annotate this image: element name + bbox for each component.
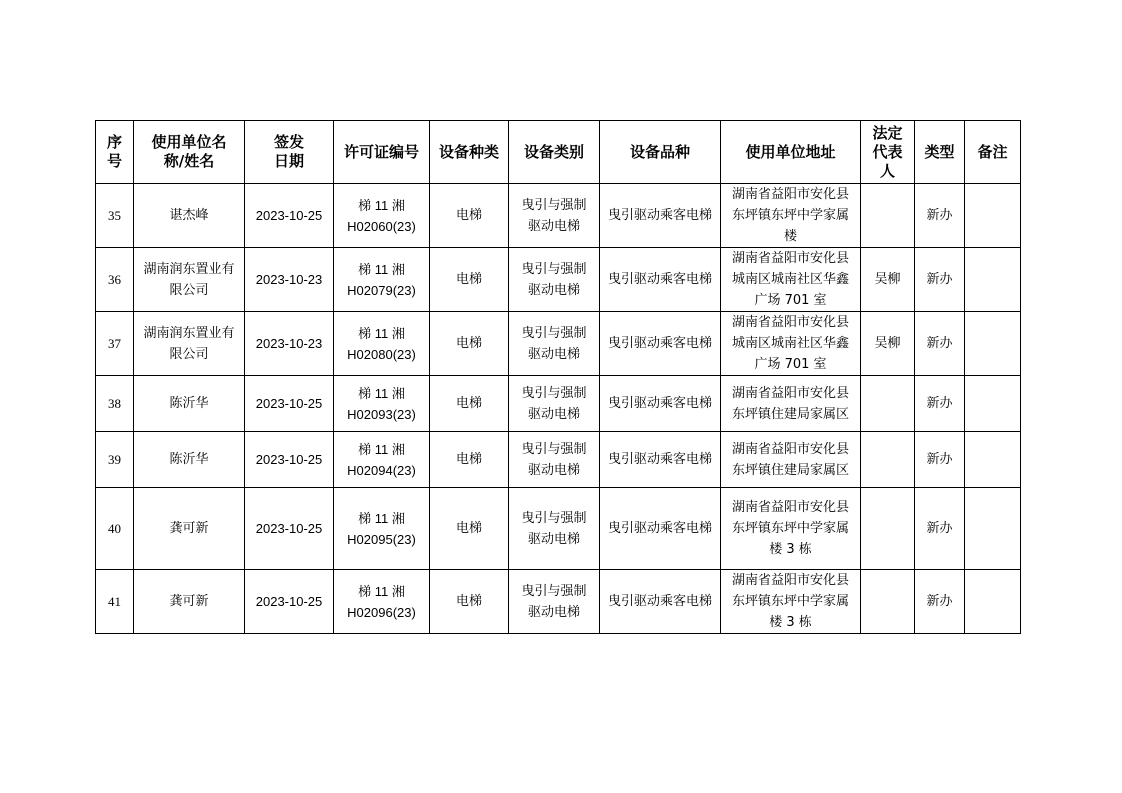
cell-seq	[96, 488, 134, 570]
cell-seq	[96, 184, 134, 248]
cell-unit-name	[134, 248, 245, 312]
cell-line: 电梯	[455, 521, 482, 536]
cell-line: 驱动电梯	[527, 282, 580, 298]
cell-type	[915, 312, 965, 376]
cell-line: 号	[106, 152, 122, 170]
cell-permit-no	[334, 248, 430, 312]
header-unit-address	[721, 121, 861, 184]
cell-line: 曳引与强制	[521, 583, 587, 599]
cell-seq	[96, 312, 134, 376]
cell-line: 湖南润东置业有	[143, 261, 235, 277]
cell-equip-variety	[600, 312, 721, 376]
cell-line: 梯 11 湘	[358, 510, 405, 526]
cell-type	[915, 248, 965, 312]
cell-line: 2023-10-25	[255, 594, 323, 609]
cell-unit-address	[721, 248, 861, 312]
cell-line: 39	[108, 452, 121, 467]
cell-line: 城南区城南社区华鑫	[731, 336, 849, 351]
cell-equip-category	[509, 570, 600, 634]
cell-type	[915, 432, 965, 488]
cell-equip-kind	[430, 376, 509, 432]
cell-line: 许可证编号	[343, 142, 419, 161]
cell-line: 使用单位名	[151, 133, 227, 151]
cell-line: 设备类别	[523, 142, 584, 161]
cell-equip-kind	[430, 184, 509, 248]
cell-line: H02079(23)	[347, 282, 416, 298]
cell-line: 湖南省益阳市安化县	[731, 441, 849, 457]
cell-line: 人	[879, 161, 895, 180]
cell-line: 2023-10-23	[255, 272, 323, 287]
cell-line: 称/姓名	[163, 152, 215, 170]
cell-line: 使用单位地址	[745, 142, 836, 161]
cell-permit-no	[334, 488, 430, 570]
cell-permit-no	[334, 184, 430, 248]
cell-line: 电梯	[455, 396, 482, 411]
cell-remark	[965, 376, 1021, 432]
cell-legal-rep	[861, 488, 915, 570]
cell-unit-address	[721, 184, 861, 248]
table-row	[96, 570, 1021, 634]
cell-line: 备注	[977, 142, 1008, 161]
cell-equip-category	[509, 312, 600, 376]
cell-unit-name	[134, 184, 245, 248]
cell-line: 曳引与强制	[521, 510, 587, 526]
cell-line: 楼 3 栋	[769, 542, 812, 557]
cell-line: 签发	[273, 133, 304, 151]
cell-line: 龚可新	[169, 594, 209, 609]
cell-line: 37	[108, 336, 121, 351]
cell-line: 2023-10-25	[255, 521, 323, 536]
cell-line: 曳引与强制	[521, 325, 587, 341]
cell-line: 41	[108, 594, 121, 609]
cell-line: 新办	[926, 521, 953, 536]
cell-remark	[965, 432, 1021, 488]
header-unit-name	[134, 121, 245, 184]
cell-line: 设备种类	[438, 142, 499, 161]
cell-unit-name	[134, 376, 245, 432]
cell-equip-category	[509, 184, 600, 248]
cell-sign-date	[245, 376, 334, 432]
cell-remark	[965, 248, 1021, 312]
cell-equip-kind	[430, 312, 509, 376]
cell-remark	[965, 488, 1021, 570]
cell-line: 2023-10-25	[255, 452, 323, 467]
cell-sign-date	[245, 432, 334, 488]
cell-line: 曳引与强制	[521, 385, 587, 401]
table-row	[96, 376, 1021, 432]
cell-line: 湖南润东置业有	[143, 325, 235, 341]
cell-type	[915, 570, 965, 634]
cell-permit-no	[334, 432, 430, 488]
cell-line: 驱动电梯	[527, 218, 580, 234]
cell-line: 2023-10-23	[255, 336, 323, 351]
cell-line: 设备品种	[629, 142, 690, 161]
cell-line: 法定	[872, 123, 903, 142]
cell-legal-rep	[861, 376, 915, 432]
header-type	[915, 121, 965, 184]
cell-line: 曳引驱动乘客电梯	[607, 521, 712, 536]
cell-unit-address	[721, 312, 861, 376]
cell-line: 城南区城南社区华鑫	[731, 272, 849, 287]
cell-line: 新办	[926, 208, 953, 223]
table-row	[96, 184, 1021, 248]
header-row	[96, 121, 1021, 184]
cell-line: H02080(23)	[347, 346, 416, 362]
cell-equip-category	[509, 432, 600, 488]
cell-line: 曳引与强制	[521, 261, 587, 277]
cell-unit-name	[134, 488, 245, 570]
cell-line: 类型	[924, 142, 955, 161]
cell-line: 东坪镇住建局家属区	[731, 462, 849, 478]
cell-line: 曳引驱动乘客电梯	[607, 452, 712, 467]
cell-seq	[96, 376, 134, 432]
cell-equip-category	[509, 376, 600, 432]
cell-unit-address	[721, 432, 861, 488]
cell-seq	[96, 570, 134, 634]
cell-line: 陈沂华	[169, 396, 209, 411]
cell-line: 吴柳	[874, 336, 901, 351]
cell-line: 电梯	[455, 336, 482, 351]
cell-equip-category	[509, 488, 600, 570]
cell-line: 广场 701 室	[754, 293, 827, 308]
cell-equip-kind	[430, 570, 509, 634]
cell-seq	[96, 248, 134, 312]
cell-line: 驱动电梯	[527, 346, 580, 362]
cell-line: 湖南省益阳市安化县	[731, 385, 849, 401]
cell-sign-date	[245, 488, 334, 570]
cell-equip-variety	[600, 184, 721, 248]
cell-line: H02093(23)	[347, 406, 416, 422]
cell-legal-rep	[861, 432, 915, 488]
cell-sign-date	[245, 248, 334, 312]
cell-line: 曳引驱动乘客电梯	[607, 594, 712, 609]
license-table	[95, 120, 1021, 634]
cell-equip-variety	[600, 488, 721, 570]
header-permit-no	[334, 121, 430, 184]
cell-line: 日期	[273, 152, 304, 170]
cell-line: H02094(23)	[347, 462, 416, 478]
cell-sign-date	[245, 184, 334, 248]
cell-line: 新办	[926, 396, 953, 411]
cell-line: 驱动电梯	[527, 406, 580, 422]
cell-equip-category	[509, 248, 600, 312]
table-row	[96, 432, 1021, 488]
cell-line: 限公司	[169, 282, 209, 298]
cell-line: H02096(23)	[347, 604, 416, 620]
cell-line: 东坪镇东坪中学家属	[731, 594, 849, 609]
cell-unit-address	[721, 376, 861, 432]
cell-equip-variety	[600, 376, 721, 432]
cell-line: 2023-10-25	[255, 208, 323, 223]
cell-line: 梯 11 湘	[358, 385, 405, 401]
cell-line: 湖南省益阳市安化县	[731, 500, 849, 515]
cell-line: 新办	[926, 272, 953, 287]
header-equip-variety	[600, 121, 721, 184]
cell-line: 谌杰峰	[169, 208, 209, 223]
cell-line: 湖南省益阳市安化县	[731, 573, 849, 588]
cell-line: 东坪镇东坪中学家属	[731, 521, 849, 536]
cell-equip-variety	[600, 432, 721, 488]
cell-line: 东坪镇东坪中学家属	[731, 208, 849, 223]
cell-equip-kind	[430, 432, 509, 488]
cell-legal-rep	[861, 184, 915, 248]
cell-line: 驱动电梯	[527, 604, 580, 620]
cell-line: 曳引驱动乘客电梯	[607, 336, 712, 351]
cell-line: 东坪镇住建局家属区	[731, 406, 849, 422]
cell-line: 36	[108, 272, 121, 287]
cell-line: 吴柳	[874, 272, 901, 287]
cell-line: 新办	[926, 594, 953, 609]
cell-line: 广场 701 室	[754, 357, 827, 372]
cell-equip-kind	[430, 488, 509, 570]
cell-line: 曳引驱动乘客电梯	[607, 208, 712, 223]
cell-line: 曳引驱动乘客电梯	[607, 396, 712, 411]
cell-line: 代表	[872, 142, 903, 161]
cell-line: 38	[108, 396, 121, 411]
cell-equip-kind	[430, 248, 509, 312]
cell-equip-variety	[600, 248, 721, 312]
cell-line: 梯 11 湘	[358, 583, 405, 599]
cell-line: 梯 11 湘	[358, 197, 405, 213]
cell-line: 梯 11 湘	[358, 325, 405, 341]
cell-legal-rep	[861, 312, 915, 376]
cell-line: 陈沂华	[169, 452, 209, 467]
cell-permit-no	[334, 312, 430, 376]
table-row	[96, 248, 1021, 312]
cell-line: 新办	[926, 336, 953, 351]
cell-unit-address	[721, 570, 861, 634]
cell-line: 电梯	[455, 452, 482, 467]
cell-unit-name	[134, 312, 245, 376]
cell-line: 序	[106, 133, 122, 151]
cell-sign-date	[245, 570, 334, 634]
cell-line: 梯 11 湘	[358, 261, 405, 277]
cell-line: 曳引与强制	[521, 441, 587, 457]
cell-sign-date	[245, 312, 334, 376]
header-seq	[96, 121, 134, 184]
table-row	[96, 488, 1021, 570]
cell-permit-no	[334, 570, 430, 634]
cell-line: 40	[108, 521, 121, 536]
cell-line: 驱动电梯	[527, 531, 580, 547]
header-remark	[965, 121, 1021, 184]
cell-remark	[965, 312, 1021, 376]
cell-legal-rep	[861, 248, 915, 312]
cell-line: H02095(23)	[347, 531, 416, 547]
header-equip-category	[509, 121, 600, 184]
cell-line: 驱动电梯	[527, 462, 580, 478]
cell-remark	[965, 570, 1021, 634]
cell-line: H02060(23)	[347, 218, 416, 234]
cell-line: 湖南省益阳市安化县	[731, 315, 849, 330]
cell-unit-address	[721, 488, 861, 570]
cell-line: 新办	[926, 452, 953, 467]
cell-line: 楼 3 栋	[769, 615, 812, 630]
cell-line: 2023-10-25	[255, 396, 323, 411]
table-row	[96, 312, 1021, 376]
header-equip-kind	[430, 121, 509, 184]
cell-type	[915, 488, 965, 570]
cell-equip-variety	[600, 570, 721, 634]
cell-legal-rep	[861, 570, 915, 634]
cell-line: 限公司	[169, 346, 209, 362]
cell-line: 龚可新	[169, 521, 209, 536]
cell-permit-no	[334, 376, 430, 432]
cell-line: 电梯	[455, 272, 482, 287]
cell-type	[915, 376, 965, 432]
cell-type	[915, 184, 965, 248]
cell-unit-name	[134, 570, 245, 634]
cell-line: 梯 11 湘	[358, 441, 405, 457]
cell-line: 35	[108, 208, 121, 223]
header-sign-date	[245, 121, 334, 184]
cell-line: 曳引与强制	[521, 197, 587, 213]
cell-line: 楼	[783, 229, 797, 244]
cell-line: 湖南省益阳市安化县	[731, 251, 849, 266]
cell-line: 电梯	[455, 594, 482, 609]
cell-line: 曳引驱动乘客电梯	[607, 272, 712, 287]
cell-line: 湖南省益阳市安化县	[731, 187, 849, 202]
cell-unit-name	[134, 432, 245, 488]
cell-line: 电梯	[455, 208, 482, 223]
cell-remark	[965, 184, 1021, 248]
header-legal-rep	[861, 121, 915, 184]
cell-seq	[96, 432, 134, 488]
